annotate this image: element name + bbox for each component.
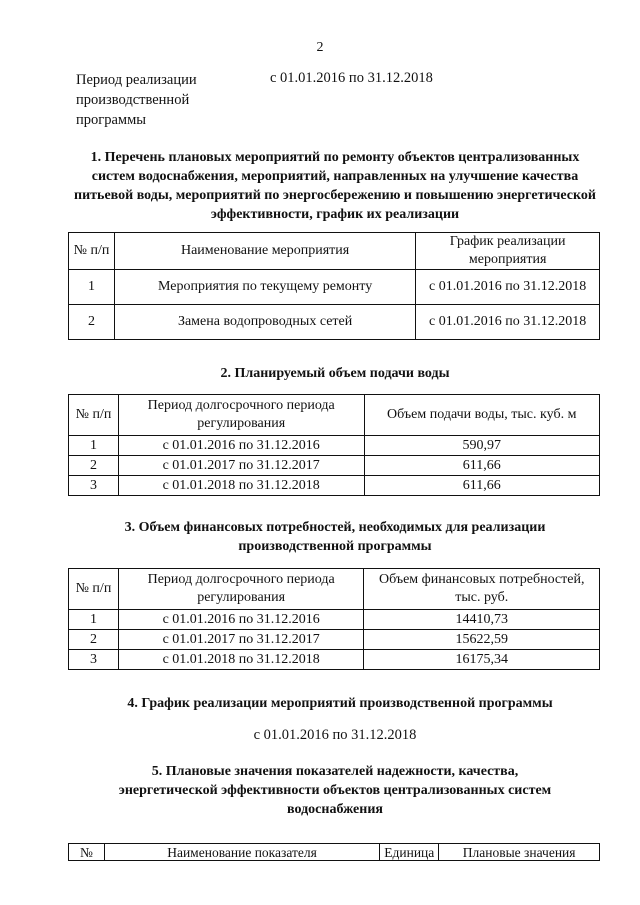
table-cell: с 01.01.2017 по 31.12.2017 — [118, 630, 364, 650]
page-number: 2 — [316, 40, 324, 55]
table-cell: 590,97 — [364, 436, 600, 456]
header-cell: График реализации мероприятия — [416, 233, 600, 270]
table-row — [69, 270, 600, 305]
table-cell: 611,66 — [364, 476, 600, 496]
header-cell: Плановые значения — [439, 844, 600, 861]
period-value: с 01.01.2016 по 31.12.2018 — [270, 70, 433, 86]
table-cell: с 01.01.2017 по 31.12.2017 — [118, 456, 364, 476]
table-row — [69, 650, 600, 670]
section2-title: 2. Планируемый объем подачи воды — [220, 366, 450, 381]
table-cell: с 01.01.2016 по 31.12.2016 — [118, 436, 364, 456]
header-cell: Единица — [380, 844, 439, 861]
table-cell: с 01.01.2016 по 31.12.2018 — [416, 305, 600, 340]
header-cell: № — [69, 844, 105, 861]
table-cell: 3 — [69, 650, 119, 670]
header-cell: Период долгосрочного периода регулирования — [118, 395, 364, 436]
header-cell: Объем финансовых потребностей, тыс. руб. — [364, 569, 600, 610]
table-row — [69, 610, 600, 630]
table-cell: 2 — [69, 456, 119, 476]
table-cell: 2 — [69, 630, 119, 650]
section5-table — [68, 843, 600, 861]
table-row — [69, 630, 600, 650]
table-cell: с 01.01.2016 по 31.12.2016 — [118, 610, 364, 630]
table-row — [69, 476, 600, 496]
table-cell: 3 — [69, 476, 119, 496]
table-cell: 1 — [69, 610, 119, 630]
section5-title: 5. Плановые значения показателей надежности, качества, энергетической эффективности объектов централизованных систем водоснабжения — [118, 764, 552, 817]
header-cell: Наименование показателя — [104, 844, 379, 861]
table-header-row — [69, 569, 600, 610]
table-cell: Замена водопроводных сетей — [114, 305, 415, 340]
header-cell: Период долгосрочного периода регулирования — [118, 569, 364, 610]
table-cell: 15622,59 — [364, 630, 600, 650]
table-cell: с 01.01.2018 по 31.12.2018 — [118, 650, 364, 670]
section3-title: 3. Объем финансовых потребностей, необходимых для реализации производственной программы — [124, 520, 546, 554]
header-cell: Наименование мероприятия — [114, 233, 415, 270]
period-label: Период реализации производственной программы — [76, 72, 197, 128]
table-cell: 611,66 — [364, 456, 600, 476]
header-cell: № п/п — [69, 395, 119, 436]
table-cell: 14410,73 — [364, 610, 600, 630]
section4-title: 4. График реализации мероприятий производственной программы — [127, 696, 553, 711]
table-cell: 16175,34 — [364, 650, 600, 670]
table-header-row — [69, 395, 600, 436]
section1-table — [68, 232, 600, 340]
table-header-row — [69, 233, 600, 270]
section2-table — [68, 394, 600, 496]
table-cell: с 01.01.2018 по 31.12.2018 — [118, 476, 364, 496]
section4-period: с 01.01.2016 по 31.12.2018 — [253, 727, 417, 743]
table-header-row — [69, 844, 600, 861]
table-cell: с 01.01.2016 по 31.12.2018 — [416, 270, 600, 305]
table-row — [69, 456, 600, 476]
table-cell: Мероприятия по текущему ремонту — [114, 270, 415, 305]
header-cell: № п/п — [69, 233, 115, 270]
table-row — [69, 436, 600, 456]
table-row — [69, 305, 600, 340]
header-cell: № п/п — [69, 569, 119, 610]
table-cell: 1 — [69, 270, 115, 305]
section3-table — [68, 568, 600, 670]
header-cell: Объем подачи воды, тыс. куб. м — [364, 395, 600, 436]
table-cell: 1 — [69, 436, 119, 456]
table-cell: 2 — [69, 305, 115, 340]
section1-title: 1. Перечень плановых мероприятий по ремонту объектов централизованных систем водоснабжения, мероприятий, направленных на улучшение качества питьевой воды, мероприятий по энергосбережению и повышению энергетической эффективности, график их реализации — [74, 150, 596, 222]
